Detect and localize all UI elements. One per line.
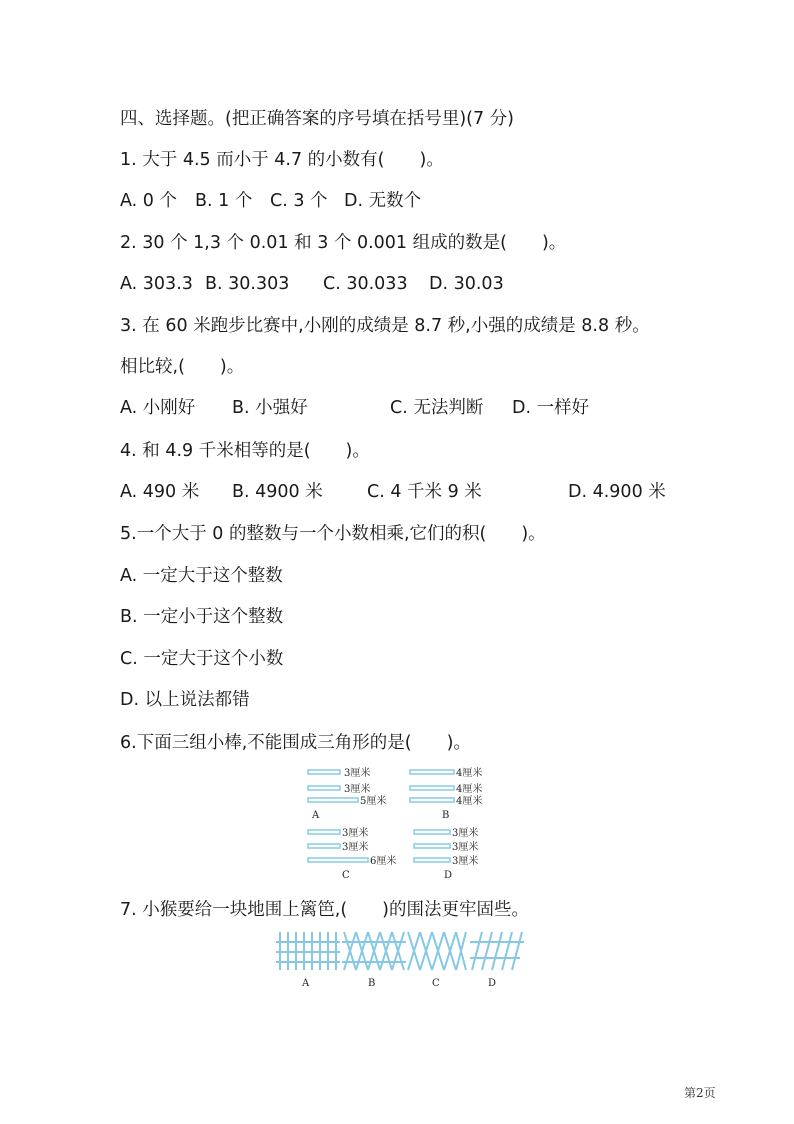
stick-group-b-label: B bbox=[442, 810, 450, 821]
stick-c3-label: 6厘米 bbox=[370, 856, 397, 867]
stick-c2 bbox=[308, 844, 340, 848]
stick-d3-label: 3厘米 bbox=[452, 856, 479, 867]
stick-group-c-label: C bbox=[342, 870, 350, 880]
stick-d3 bbox=[414, 858, 450, 862]
q5-option-c: C. 一定大于这个小数 bbox=[120, 649, 284, 669]
q3-option-a: A. 小刚好 bbox=[120, 398, 196, 418]
q2-option-d: D. 30.03 bbox=[429, 274, 504, 294]
fence-label-a: A bbox=[302, 978, 310, 989]
stick-a1 bbox=[308, 770, 340, 774]
stick-b2 bbox=[410, 786, 454, 790]
stick-c1-label: 3厘米 bbox=[342, 828, 369, 839]
q4-option-a: A. 490 米 bbox=[120, 482, 200, 502]
q5-option-d: D. 以上说法都错 bbox=[120, 690, 250, 710]
q1-option-d: D. 无数个 bbox=[344, 191, 422, 211]
stick-b3 bbox=[410, 798, 454, 802]
stick-d1 bbox=[414, 830, 450, 834]
stick-b2-label: 4厘米 bbox=[456, 784, 483, 795]
stick-group-a bbox=[308, 766, 386, 821]
stick-b3-label: 4厘米 bbox=[456, 796, 483, 807]
stick-group-b bbox=[410, 766, 482, 821]
fence-label-d: D bbox=[488, 978, 497, 989]
stick-c1 bbox=[308, 830, 340, 834]
q1-option-b: B. 1 个 bbox=[195, 191, 253, 211]
q2-option-b: B. 30.303 bbox=[205, 274, 290, 294]
q3-option-b: B. 小强好 bbox=[232, 398, 308, 418]
stick-group-c bbox=[308, 826, 396, 880]
stick-b1-label: 4厘米 bbox=[456, 768, 483, 779]
stick-c3 bbox=[308, 858, 368, 862]
stick-a3-label: 5厘米 bbox=[360, 796, 387, 807]
fence-d bbox=[470, 932, 524, 970]
q2-option-a: A. 303.3 bbox=[120, 274, 193, 294]
q4-option-c: C. 4 千米 9 米 bbox=[367, 482, 482, 502]
q1-option-c: C. 3 个 bbox=[270, 191, 328, 211]
stick-b1 bbox=[410, 770, 454, 774]
q4-option-b: B. 4900 米 bbox=[232, 482, 323, 502]
q2-option-c: C. 30.033 bbox=[323, 274, 408, 294]
q1-option-a: A. 0 个 bbox=[120, 191, 177, 211]
question-4-stem: 4. 和 4.9 千米相等的是( )。 bbox=[120, 441, 370, 461]
question-3-stem-continued: 相比较,( )。 bbox=[120, 357, 245, 377]
question-6-stem: 6.下面三组小棒,不能围成三角形的是( )。 bbox=[120, 733, 471, 753]
stick-a2 bbox=[308, 786, 340, 790]
question-3-stem: 3. 在 60 米跑步比赛中,小刚的成绩是 8.7 秒,小强的成绩是 8.8 秒。 bbox=[120, 316, 650, 336]
section-title: 四、选择题。(把正确答案的序号填在括号里)(7 分) bbox=[120, 109, 515, 129]
stick-a2-label: 3厘米 bbox=[344, 784, 371, 795]
fence-figure bbox=[272, 928, 532, 992]
q5-option-b: B. 一定小于这个整数 bbox=[120, 607, 284, 627]
stick-a3 bbox=[308, 798, 358, 802]
fence-b bbox=[342, 932, 406, 970]
question-7-stem: 7. 小猴要给一块地围上篱笆,( )的围法更牢固些。 bbox=[120, 900, 529, 920]
stick-group-d-label: D bbox=[444, 870, 453, 880]
stick-d1-label: 3厘米 bbox=[452, 828, 479, 839]
question-5-stem: 5.一个大于 0 的整数与一个小数相乘,它们的积( )。 bbox=[120, 524, 546, 544]
stick-group-a-label: A bbox=[312, 810, 320, 821]
stick-d2 bbox=[414, 844, 450, 848]
fence-label-c: C bbox=[432, 978, 440, 989]
question-1-stem: 1. 大于 4.5 而小于 4.7 的小数有( )。 bbox=[120, 150, 444, 170]
stick-a1-label: 3厘米 bbox=[344, 768, 371, 779]
fence-c bbox=[408, 932, 466, 970]
q5-option-a: A. 一定大于这个整数 bbox=[120, 566, 283, 586]
page-number: 第2页 bbox=[684, 1086, 716, 1100]
q3-option-c: C. 无法判断 bbox=[390, 398, 484, 418]
stick-group-d bbox=[414, 826, 478, 880]
stick-d2-label: 3厘米 bbox=[452, 842, 479, 853]
fence-a bbox=[276, 932, 340, 970]
q3-option-d: D. 一样好 bbox=[512, 398, 590, 418]
stick-c2-label: 3厘米 bbox=[342, 842, 369, 853]
stick-groups-figure bbox=[300, 762, 500, 880]
fence-label-b: B bbox=[368, 978, 376, 989]
q4-option-d: D. 4.900 米 bbox=[568, 482, 666, 502]
question-2-stem: 2. 30 个 1,3 个 0.01 和 3 个 0.001 组成的数是( )。 bbox=[120, 233, 567, 253]
